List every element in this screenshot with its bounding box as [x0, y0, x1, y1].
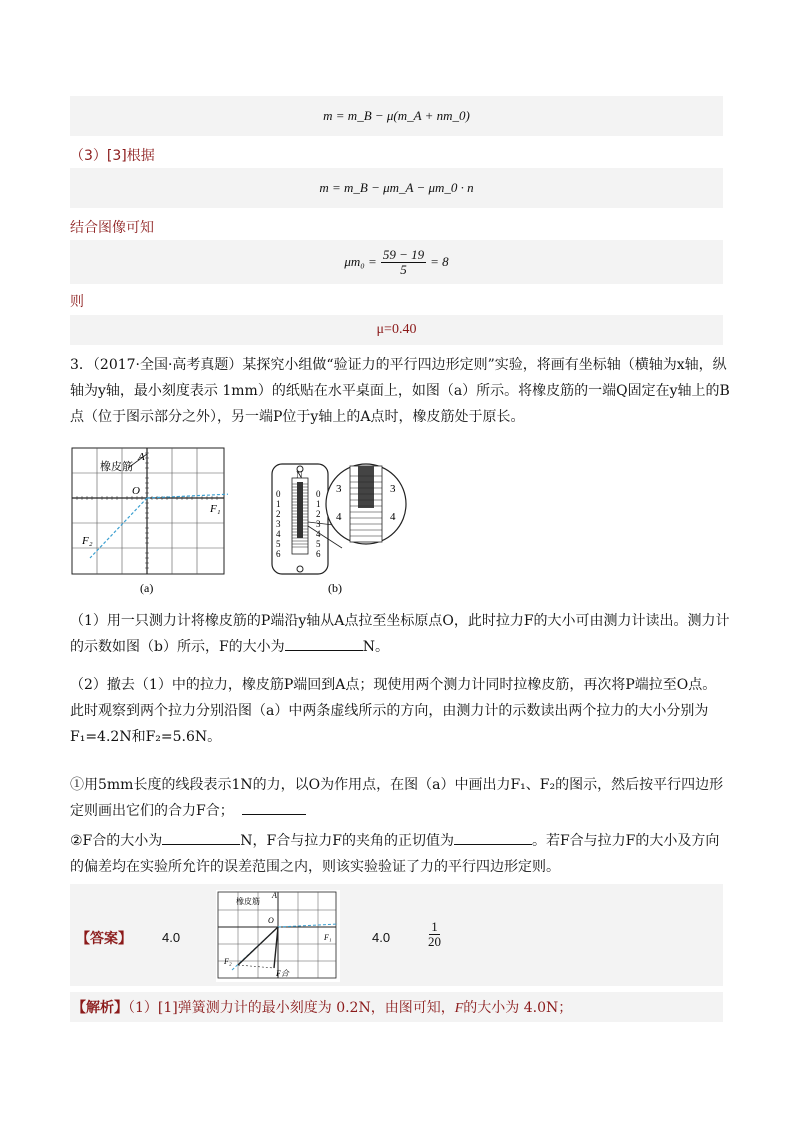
analysis-label: 【解析】	[72, 1000, 128, 1016]
fig-b-unit-n: N	[296, 470, 303, 480]
mu-result: μ=0.40	[376, 322, 417, 337]
fig-a-caption: (a)	[140, 581, 154, 595]
scale-left-4: 4	[276, 529, 281, 539]
question-1-text: （1）用一只测力计将橡皮筋的P端沿y轴从A点拉至坐标原点O，此时拉力F的大小可由测力计读出。测力计的示数如图（b）所示，F的大小为	[70, 613, 730, 655]
equation-band-3	[70, 240, 723, 284]
question-2-2	[70, 828, 730, 880]
answer-fig-rubber-label: 橡皮筋	[236, 897, 260, 906]
answer-blank-2[interactable]	[242, 800, 306, 815]
question-2-2-text-c: 。若F合与拉力F的大小及方向的偏差均在实验所允许的误差范围之内，则该实验验证了力的平行四边形定则。	[70, 833, 720, 875]
equation-3-rhs: = 8	[430, 254, 449, 269]
answer-figure	[216, 890, 340, 982]
result-band	[70, 315, 723, 345]
zoom-right-3: 3	[390, 483, 396, 495]
answer-band	[70, 884, 723, 986]
fig-a-label-a: A	[138, 451, 145, 463]
fig-a-label-f2: F₂	[82, 535, 93, 547]
scale-right-1: 1	[316, 499, 321, 509]
figure-b	[262, 456, 422, 596]
zoom-left-3: 3	[336, 483, 342, 495]
scale-left-3: 3	[276, 519, 281, 529]
answer-value-1: 4.0	[162, 930, 181, 945]
question-2-2-text-a: ②F合的大小为	[70, 833, 163, 849]
scale-left-1: 1	[276, 499, 281, 509]
answer-fig-label-o: O	[268, 916, 274, 925]
equation-2: m = m_B − μm_A − μm_0 · n	[319, 180, 474, 195]
scale-left-0: 0	[276, 489, 281, 499]
scale-right-0: 0	[316, 489, 321, 499]
analysis-band	[70, 992, 723, 1022]
question-1	[70, 608, 730, 660]
zoom-pointer-rod	[358, 466, 374, 508]
question-1-unit: N。	[362, 639, 389, 655]
fig-a-label-o: O	[132, 485, 140, 497]
equation-3-lhs: μm₀ =	[344, 254, 377, 269]
question-2-1	[70, 772, 730, 824]
analysis-text-f: F	[454, 1001, 464, 1016]
question-2: （2）撤去（1）中的拉力，橡皮筋P端回到A点；现使用两个测力计同时拉橡皮筋，再次将P端拉至O点。此时观察到两个拉力分别沿图（a）中两条虚线所示的方向，由测力计的示数读出两个拉力的大小分别为F₁=4.2N和F₂=5.6N。	[70, 677, 717, 745]
zoom-left-4: 4	[336, 511, 342, 523]
fig-a-rubber-label: 橡皮筋	[100, 460, 133, 473]
fig-b-caption: (b)	[328, 581, 342, 595]
equation-3-fraction	[381, 248, 426, 277]
scale-right-4: 4	[316, 529, 321, 539]
fig-a-label-f1: F₁	[210, 503, 221, 515]
equation-band-1	[70, 96, 723, 136]
analysis-text-a: （1）[1]弹簧测力计的最小刻度为 0.2N，由图可知，	[128, 1000, 455, 1016]
scale-right-6: 6	[316, 549, 321, 559]
answer-label: 【答案】	[76, 931, 132, 947]
scale-left-5: 5	[276, 539, 281, 549]
problem-intro: 3．（2017·全国·高考真题）某探究小组做“验证力的平行四边形定则”实验，将画有坐标轴（横轴为x轴，纵轴为y轴，最小刻度表示 1mm）的纸贴在水平桌面上，如图（a）所示。将橡皮筋的一端Q固定在y轴上的B点（位于图示部分之外），另一端P位于y轴上的A点时，橡皮筋处于原长。	[70, 357, 730, 425]
answer-blank-1[interactable]	[285, 636, 363, 651]
answer-fig-label-f2: F₂	[224, 957, 232, 966]
zoom-right-4: 4	[390, 511, 396, 523]
scale-right-5: 5	[316, 539, 321, 549]
equation-1: m = m_B − μ(m_A + nm_0)	[323, 108, 470, 123]
scale-right-3: 3	[316, 519, 321, 529]
step3-label: （3）[3]根据	[70, 148, 155, 164]
answer-fig-label-fhe: F合	[276, 969, 289, 978]
answer-blank-4[interactable]	[454, 830, 532, 845]
answer-fraction	[428, 920, 441, 949]
question-2-2-text-b: N，F合与拉力F的夹角的正切值为	[240, 833, 454, 849]
figure-a	[70, 446, 228, 596]
answer-fraction-numerator: 1	[431, 919, 438, 934]
answer-blank-3[interactable]	[162, 830, 240, 845]
answer-fig-label-a: A	[272, 891, 277, 900]
answer-fig-label-f1: F₁	[324, 933, 332, 942]
analysis-text-b: 的大小为 4.0N；	[463, 1000, 573, 1016]
equation-band-2	[70, 168, 723, 208]
question-2-1-text: ①用5mm长度的线段表示1N的力，以O为作用点，在图（a）中画出力F₁、F₂的图示，然后按平行四边形定则画出它们的合力F合；	[70, 777, 724, 819]
scale-right-2: 2	[316, 509, 321, 519]
then-label: 则	[70, 294, 84, 310]
scale-left-2: 2	[276, 509, 281, 519]
answer-fraction-denominator: 20	[428, 934, 441, 949]
answer-value-2: 4.0	[372, 930, 391, 945]
scale-pointer-rod	[297, 482, 303, 538]
scale-left-6: 6	[276, 549, 281, 559]
analysis-line	[72, 997, 572, 1017]
equation-3-denominator: 5	[400, 261, 407, 277]
combine-label: 结合图像可知	[70, 220, 154, 236]
equation-3-numerator: 59 − 19	[382, 246, 425, 262]
